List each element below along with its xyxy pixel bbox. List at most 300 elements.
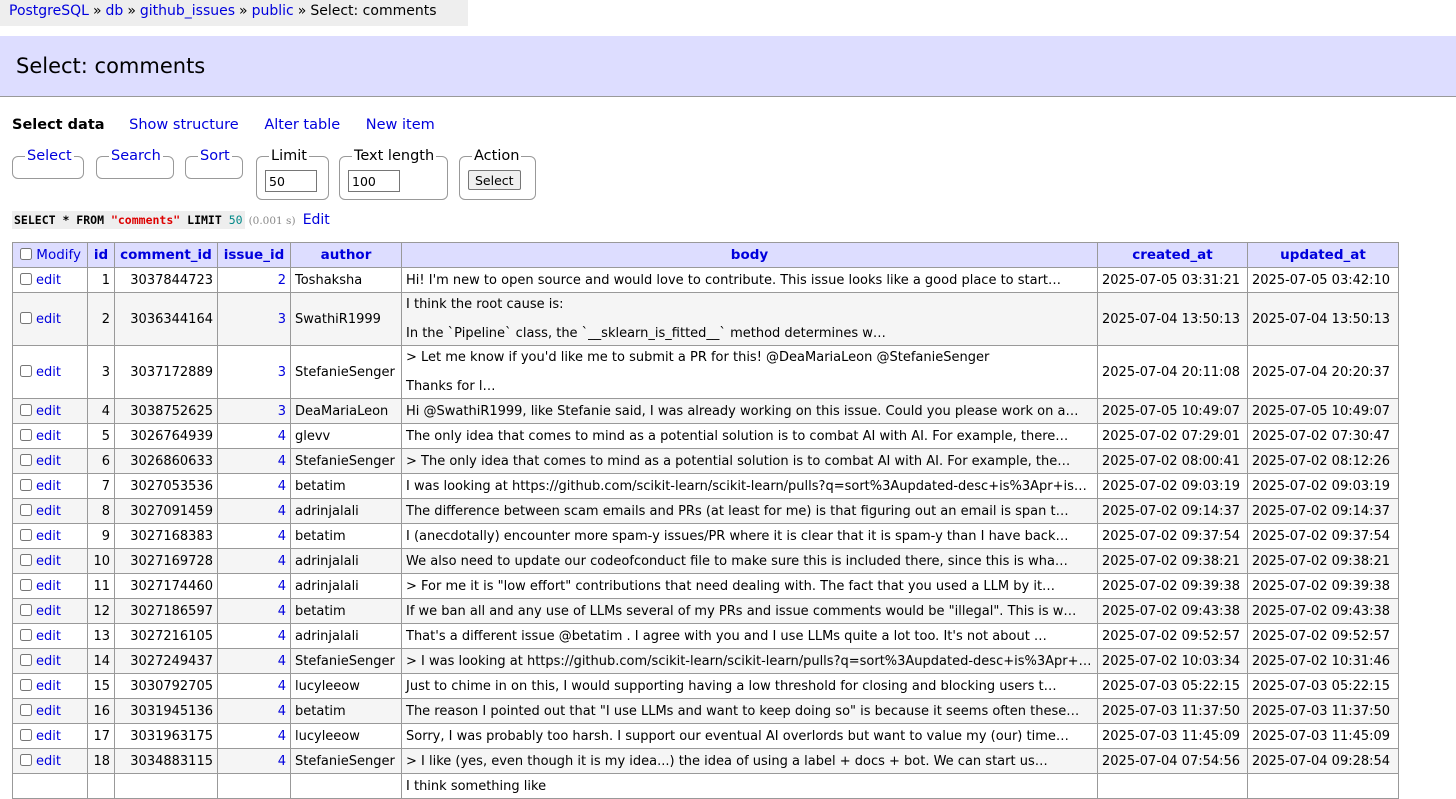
cell-comment-id: 3037844723 bbox=[115, 268, 218, 293]
table-row bbox=[13, 474, 1399, 499]
cell-author: betatim bbox=[291, 699, 402, 724]
cell-updated-at bbox=[1248, 774, 1399, 799]
cell-issue-id bbox=[218, 549, 291, 574]
table-row bbox=[13, 346, 1399, 399]
cell-updated-at: 2025-07-02 10:31:46 bbox=[1248, 649, 1399, 674]
cell-created-at: 2025-07-02 10:03:34 bbox=[1098, 649, 1248, 674]
cell-updated-at: 2025-07-04 20:20:37 bbox=[1248, 346, 1399, 399]
cell-comment-id: 3031945136 bbox=[115, 699, 218, 724]
cell-created-at: 2025-07-05 10:49:07 bbox=[1098, 399, 1248, 424]
cell-author: lucyleeow bbox=[291, 724, 402, 749]
row-edit-link[interactable]: edit bbox=[36, 753, 61, 769]
table-row bbox=[13, 724, 1399, 749]
row-checkbox[interactable] bbox=[20, 479, 32, 491]
row-edit-link[interactable]: edit bbox=[36, 364, 61, 380]
issue-id-link[interactable]: 4 bbox=[277, 503, 286, 519]
row-edit-link[interactable]: edit bbox=[36, 528, 61, 544]
cell-body bbox=[402, 774, 1098, 799]
body-text: I was looking at https://github.com/scikit-learn/scikit-learn/pulls?q=sort%3Aupdated-desc+is%3Apr+is… bbox=[406, 478, 1087, 494]
cell-updated-at: 2025-07-02 09:39:38 bbox=[1248, 574, 1399, 599]
cell-created-at: 2025-07-02 09:39:38 bbox=[1098, 574, 1248, 599]
cell-created-at: 2025-07-02 07:29:01 bbox=[1098, 424, 1248, 449]
body-text: > I like (yes, even though it is my idea...) the idea of using a label + docs + bot. We can start us… bbox=[406, 753, 1048, 769]
sort-toggle-link[interactable]: Sort bbox=[200, 148, 230, 164]
row-checkbox[interactable] bbox=[20, 629, 32, 641]
issue-id-link[interactable]: 4 bbox=[277, 603, 286, 619]
cell-updated-at: 2025-07-04 09:28:54 bbox=[1248, 749, 1399, 774]
cell-body bbox=[402, 474, 1098, 499]
row-modify-cell bbox=[13, 524, 88, 549]
issue-id-link[interactable]: 4 bbox=[277, 578, 286, 594]
page-header bbox=[0, 36, 1456, 97]
issue-id-link[interactable]: 4 bbox=[277, 728, 286, 744]
row-edit-link[interactable]: edit bbox=[36, 628, 61, 644]
body-text-line2: Thanks for l… bbox=[406, 379, 496, 394]
row-modify-cell bbox=[13, 749, 88, 774]
breadcrumb-link-github-issues[interactable]: github_issues bbox=[139, 3, 236, 19]
cell-author: adrinjalali bbox=[291, 574, 402, 599]
row-checkbox[interactable] bbox=[20, 704, 32, 716]
breadcrumb-current: Select: comments bbox=[310, 3, 437, 19]
text-length-legend: Text length bbox=[354, 148, 435, 164]
cell-id bbox=[88, 774, 115, 799]
cell-comment-id: 3027053536 bbox=[115, 474, 218, 499]
breadcrumb-separator: » bbox=[239, 3, 248, 19]
cell-updated-at: 2025-07-02 09:52:57 bbox=[1248, 624, 1399, 649]
row-edit-link[interactable]: edit bbox=[36, 678, 61, 694]
cell-created-at: 2025-07-02 09:37:54 bbox=[1098, 524, 1248, 549]
row-edit-link[interactable]: edit bbox=[36, 578, 61, 594]
issue-id-link[interactable]: 2 bbox=[277, 272, 286, 288]
row-modify-cell bbox=[13, 399, 88, 424]
cell-id: 16 bbox=[88, 699, 115, 724]
cell-updated-at: 2025-07-03 11:37:50 bbox=[1248, 699, 1399, 724]
cell-comment-id: 3027174460 bbox=[115, 574, 218, 599]
limit-input[interactable] bbox=[265, 170, 317, 192]
cell-created-at bbox=[1098, 774, 1248, 799]
page-title: Select: comments bbox=[16, 54, 206, 78]
text-length-input[interactable] bbox=[348, 170, 400, 192]
cell-comment-id: 3031963175 bbox=[115, 724, 218, 749]
cell-id: 3 bbox=[88, 346, 115, 399]
body-text: Just to chime in on this, I would supporting having a low threshold for closing and blocking users t… bbox=[406, 678, 1057, 694]
cell-body bbox=[402, 524, 1098, 549]
row-edit-link[interactable]: edit bbox=[36, 603, 61, 619]
header-created-at[interactable]: created_at bbox=[1098, 243, 1248, 268]
row-checkbox[interactable] bbox=[20, 404, 32, 416]
cell-issue-id bbox=[218, 293, 291, 346]
breadcrumb-link-public[interactable]: public bbox=[251, 3, 294, 19]
header-body[interactable]: body bbox=[402, 243, 1098, 268]
body-text: Sorry, I was probably too harsh. I support our eventual AI overlords but want to value my (our) time… bbox=[406, 728, 1069, 744]
cell-issue-id bbox=[218, 399, 291, 424]
cell-author: betatim bbox=[291, 524, 402, 549]
breadcrumb-separator: » bbox=[127, 3, 136, 19]
cell-id: 11 bbox=[88, 574, 115, 599]
body-text: Hi! I'm new to open source and would love to contribute. This issue looks like a good place to start… bbox=[406, 272, 1062, 288]
results-table bbox=[12, 242, 1399, 799]
cell-id: 6 bbox=[88, 449, 115, 474]
cell-created-at: 2025-07-04 20:11:08 bbox=[1098, 346, 1248, 399]
cell-issue-id bbox=[218, 474, 291, 499]
body-text: We also need to update our codeofconduct file to make sure this is included there, since this is wha… bbox=[406, 553, 1068, 569]
breadcrumb-link-postgresql[interactable]: PostgreSQL bbox=[9, 3, 89, 19]
table-row bbox=[13, 499, 1399, 524]
cell-id: 1 bbox=[88, 268, 115, 293]
issue-id-link[interactable]: 4 bbox=[277, 553, 286, 569]
body-text: > The only idea that comes to mind as a potential solution is to combat AI with AI. For example, the… bbox=[406, 453, 1071, 469]
cell-updated-at: 2025-07-03 05:22:15 bbox=[1248, 674, 1399, 699]
cell-author: adrinjalali bbox=[291, 499, 402, 524]
cell-created-at: 2025-07-04 13:50:13 bbox=[1098, 293, 1248, 346]
row-checkbox[interactable] bbox=[20, 554, 32, 566]
cell-issue-id bbox=[218, 749, 291, 774]
cell-id: 4 bbox=[88, 399, 115, 424]
cell-body bbox=[402, 499, 1098, 524]
header-comment-id[interactable]: comment_id bbox=[115, 243, 218, 268]
sql-limit-value: 50 bbox=[228, 213, 243, 227]
cell-comment-id: 3026764939 bbox=[115, 424, 218, 449]
text-length-fieldset bbox=[339, 148, 448, 200]
cell-author bbox=[291, 774, 402, 799]
cell-created-at: 2025-07-04 07:54:56 bbox=[1098, 749, 1248, 774]
row-modify-cell bbox=[13, 699, 88, 724]
select-toggle-link[interactable]: Select bbox=[27, 148, 72, 164]
cell-issue-id bbox=[218, 674, 291, 699]
cell-body bbox=[402, 674, 1098, 699]
issue-id-link[interactable]: 4 bbox=[277, 703, 286, 719]
cell-created-at: 2025-07-02 09:38:21 bbox=[1098, 549, 1248, 574]
row-edit-link[interactable]: edit bbox=[36, 728, 61, 744]
table-body bbox=[13, 268, 1399, 799]
table-row bbox=[13, 293, 1399, 346]
search-fieldset bbox=[96, 148, 174, 179]
issue-id-link[interactable]: 4 bbox=[277, 653, 286, 669]
cell-body bbox=[402, 399, 1098, 424]
table-row bbox=[13, 424, 1399, 449]
cell-body bbox=[402, 599, 1098, 624]
cell-id: 18 bbox=[88, 749, 115, 774]
cell-comment-id: 3027091459 bbox=[115, 499, 218, 524]
body-text: The difference between scam emails and PRs (at least for me) is that figuring out an email is span t… bbox=[406, 503, 1069, 519]
cell-issue-id bbox=[218, 424, 291, 449]
header-id[interactable]: id bbox=[88, 243, 115, 268]
cell-issue-id bbox=[218, 724, 291, 749]
cell-body bbox=[402, 724, 1098, 749]
cell-issue-id bbox=[218, 599, 291, 624]
cell-created-at: 2025-07-02 09:03:19 bbox=[1098, 474, 1248, 499]
cell-updated-at: 2025-07-03 11:45:09 bbox=[1248, 724, 1399, 749]
cell-created-at: 2025-07-03 05:22:15 bbox=[1098, 674, 1248, 699]
select-all-checkbox[interactable] bbox=[20, 248, 32, 260]
row-checkbox[interactable] bbox=[20, 579, 32, 591]
row-checkbox[interactable] bbox=[20, 754, 32, 766]
edit-query-link[interactable]: Edit bbox=[302, 212, 330, 228]
cell-created-at: 2025-07-02 09:43:38 bbox=[1098, 599, 1248, 624]
table-row bbox=[13, 399, 1399, 424]
issue-id-link[interactable]: 4 bbox=[277, 528, 286, 544]
row-modify-cell bbox=[13, 649, 88, 674]
cell-comment-id bbox=[115, 774, 218, 799]
row-edit-link[interactable]: edit bbox=[36, 311, 61, 327]
sql-keyword-select: SELECT * FROM bbox=[14, 213, 105, 227]
show-structure-link[interactable]: Show structure bbox=[129, 117, 239, 133]
cell-id: 2 bbox=[88, 293, 115, 346]
body-text: If we ban all and any use of LLMs several of my PRs and issue comments would be "illegal". This is w… bbox=[406, 603, 1077, 619]
cell-comment-id: 3027168383 bbox=[115, 524, 218, 549]
table-row bbox=[13, 268, 1399, 293]
table-row bbox=[13, 774, 1399, 799]
table-row bbox=[13, 624, 1399, 649]
row-modify-cell bbox=[13, 474, 88, 499]
cell-issue-id bbox=[218, 624, 291, 649]
sql-table-name: "comments" bbox=[110, 213, 181, 227]
body-text: That's a different issue @betatim . I agree with you and I use LLMs quite a lot too. It's not about … bbox=[406, 628, 1047, 644]
cell-author: StefanieSenger bbox=[291, 449, 402, 474]
cell-comment-id: 3027216105 bbox=[115, 624, 218, 649]
cell-created-at: 2025-07-03 11:45:09 bbox=[1098, 724, 1248, 749]
cell-updated-at: 2025-07-05 03:42:10 bbox=[1248, 268, 1399, 293]
row-checkbox[interactable] bbox=[20, 454, 32, 466]
cell-updated-at: 2025-07-05 10:49:07 bbox=[1248, 399, 1399, 424]
cell-author: Toshaksha bbox=[291, 268, 402, 293]
row-modify-cell bbox=[13, 674, 88, 699]
cell-author: SwathiR1999 bbox=[291, 293, 402, 346]
cell-author: adrinjalali bbox=[291, 549, 402, 574]
action-legend: Action bbox=[474, 148, 520, 164]
body-text: I think something like bbox=[406, 778, 547, 794]
table-row bbox=[13, 449, 1399, 474]
cell-id: 5 bbox=[88, 424, 115, 449]
cell-body bbox=[402, 649, 1098, 674]
header-issue-id[interactable]: issue_id bbox=[218, 243, 291, 268]
row-checkbox[interactable] bbox=[20, 429, 32, 441]
body-text: Hi @SwathiR1999, like Stefanie said, I was already working on this issue. Could you please work on a… bbox=[406, 403, 1079, 419]
cell-created-at: 2025-07-03 11:37:50 bbox=[1098, 699, 1248, 724]
cell-issue-id bbox=[218, 774, 291, 799]
cell-comment-id: 3034883115 bbox=[115, 749, 218, 774]
row-edit-link[interactable]: edit bbox=[36, 403, 61, 419]
cell-comment-id: 3037172889 bbox=[115, 346, 218, 399]
cell-id: 8 bbox=[88, 499, 115, 524]
cell-issue-id bbox=[218, 574, 291, 599]
issue-id-link[interactable]: 3 bbox=[277, 364, 286, 380]
cell-id: 12 bbox=[88, 599, 115, 624]
cell-comment-id: 3027249437 bbox=[115, 649, 218, 674]
issue-id-link[interactable]: 4 bbox=[277, 678, 286, 694]
body-text: The reason I pointed out that "I use LLMs and want to keep doing so" is because it seems often these… bbox=[406, 703, 1080, 719]
body-text-line2: In the `Pipeline` class, the `__sklearn_is_fitted__` method determines w… bbox=[406, 326, 886, 341]
select-legend[interactable] bbox=[25, 148, 74, 164]
table-row bbox=[13, 599, 1399, 624]
cell-author: StefanieSenger bbox=[291, 346, 402, 399]
issue-id-link[interactable]: 3 bbox=[277, 311, 286, 327]
cell-comment-id: 3036344164 bbox=[115, 293, 218, 346]
row-edit-link[interactable]: edit bbox=[36, 653, 61, 669]
table-header-row bbox=[13, 243, 1399, 268]
row-checkbox[interactable] bbox=[20, 312, 32, 324]
row-edit-link[interactable]: edit bbox=[36, 553, 61, 569]
row-checkbox[interactable] bbox=[20, 529, 32, 541]
breadcrumb bbox=[0, 0, 468, 26]
action-fieldset bbox=[459, 148, 536, 200]
cell-updated-at: 2025-07-02 07:30:47 bbox=[1248, 424, 1399, 449]
table-row bbox=[13, 699, 1399, 724]
cell-body bbox=[402, 293, 1098, 346]
cell-author: betatim bbox=[291, 474, 402, 499]
alter-table-link[interactable]: Alter table bbox=[264, 117, 341, 133]
issue-id-link[interactable]: 4 bbox=[277, 428, 286, 444]
header-updated-at[interactable]: updated_at bbox=[1248, 243, 1399, 268]
cell-updated-at: 2025-07-02 09:43:38 bbox=[1248, 599, 1399, 624]
sort-fieldset bbox=[185, 148, 243, 179]
table-row bbox=[13, 749, 1399, 774]
breadcrumb-separator: » bbox=[92, 3, 102, 19]
row-edit-link[interactable]: edit bbox=[36, 478, 61, 494]
sql-query bbox=[12, 211, 245, 229]
row-modify-cell bbox=[13, 624, 88, 649]
table-row bbox=[13, 574, 1399, 599]
cell-comment-id: 3027169728 bbox=[115, 549, 218, 574]
cell-body bbox=[402, 449, 1098, 474]
cell-author: DeaMariaLeon bbox=[291, 399, 402, 424]
row-checkbox[interactable] bbox=[20, 604, 32, 616]
row-edit-link[interactable]: edit bbox=[36, 428, 61, 444]
cell-id: 14 bbox=[88, 649, 115, 674]
cell-body bbox=[402, 624, 1098, 649]
row-modify-cell bbox=[13, 424, 88, 449]
body-text: > I was looking at https://github.com/scikit-learn/scikit-learn/pulls?q=sort%3Aupdated-desc+is%3Apr+… bbox=[406, 653, 1092, 669]
body-text: The only idea that comes to mind as a potential solution is to combat AI with AI. For example, there… bbox=[406, 428, 1069, 444]
sql-query-line bbox=[12, 212, 330, 228]
cell-updated-at: 2025-07-02 09:14:37 bbox=[1248, 499, 1399, 524]
row-checkbox[interactable] bbox=[20, 654, 32, 666]
cell-author: adrinjalali bbox=[291, 624, 402, 649]
cell-body bbox=[402, 346, 1098, 399]
cell-issue-id bbox=[218, 346, 291, 399]
cell-author: betatim bbox=[291, 599, 402, 624]
cell-created-at: 2025-07-05 03:31:21 bbox=[1098, 268, 1248, 293]
cell-issue-id bbox=[218, 524, 291, 549]
row-modify-cell bbox=[13, 724, 88, 749]
select-fieldset bbox=[12, 148, 84, 179]
cell-created-at: 2025-07-02 09:52:57 bbox=[1098, 624, 1248, 649]
cell-body bbox=[402, 699, 1098, 724]
search-toggle-link[interactable]: Search bbox=[111, 148, 161, 164]
cell-id: 9 bbox=[88, 524, 115, 549]
cell-body bbox=[402, 749, 1098, 774]
cell-issue-id bbox=[218, 499, 291, 524]
issue-id-link[interactable]: 3 bbox=[277, 403, 286, 419]
cell-updated-at: 2025-07-02 09:38:21 bbox=[1248, 549, 1399, 574]
cell-issue-id bbox=[218, 699, 291, 724]
cell-issue-id bbox=[218, 449, 291, 474]
row-checkbox[interactable] bbox=[20, 729, 32, 741]
row-modify-cell bbox=[13, 774, 88, 799]
issue-id-link[interactable]: 4 bbox=[277, 753, 286, 769]
select-data-link-current: Select data bbox=[12, 117, 105, 133]
cell-comment-id: 3030792705 bbox=[115, 674, 218, 699]
row-modify-cell bbox=[13, 574, 88, 599]
cell-author: glevv bbox=[291, 424, 402, 449]
row-checkbox[interactable] bbox=[20, 273, 32, 285]
cell-id: 7 bbox=[88, 474, 115, 499]
new-item-link[interactable]: New item bbox=[365, 117, 435, 133]
cell-issue-id bbox=[218, 268, 291, 293]
row-modify-cell bbox=[13, 499, 88, 524]
row-checkbox[interactable] bbox=[20, 365, 32, 377]
cell-created-at: 2025-07-02 09:14:37 bbox=[1098, 499, 1248, 524]
cell-body bbox=[402, 268, 1098, 293]
cell-body bbox=[402, 424, 1098, 449]
table-row bbox=[13, 674, 1399, 699]
table-row bbox=[13, 549, 1399, 574]
cell-body bbox=[402, 574, 1098, 599]
cell-id: 10 bbox=[88, 549, 115, 574]
cell-issue-id bbox=[218, 649, 291, 674]
modify-label: Modify bbox=[36, 247, 82, 263]
body-text: I think the root cause is: bbox=[406, 297, 564, 312]
header-modify bbox=[13, 243, 88, 268]
row-edit-link[interactable]: edit bbox=[36, 453, 61, 469]
cell-id: 15 bbox=[88, 674, 115, 699]
cell-updated-at: 2025-07-02 08:12:26 bbox=[1248, 449, 1399, 474]
select-submit-button[interactable]: Select bbox=[468, 170, 521, 190]
row-modify-cell bbox=[13, 549, 88, 574]
body-text: > Let me know if you'd like me to submit a PR for this! @DeaMariaLeon @StefanieSenger bbox=[406, 350, 990, 365]
cell-created-at: 2025-07-02 08:00:41 bbox=[1098, 449, 1248, 474]
action-links bbox=[12, 117, 456, 133]
table-row bbox=[13, 649, 1399, 674]
cell-updated-at: 2025-07-04 13:50:13 bbox=[1248, 293, 1399, 346]
issue-id-link[interactable]: 4 bbox=[277, 628, 286, 644]
issue-id-link[interactable]: 4 bbox=[277, 478, 286, 494]
cell-comment-id: 3027186597 bbox=[115, 599, 218, 624]
body-text: > For me it is "low effort" contributions that need dealing with. The fact that you used a LLM by it… bbox=[406, 578, 1056, 594]
row-checkbox[interactable] bbox=[20, 679, 32, 691]
cell-id: 13 bbox=[88, 624, 115, 649]
cell-id: 17 bbox=[88, 724, 115, 749]
row-edit-link[interactable]: edit bbox=[36, 703, 61, 719]
cell-author: StefanieSenger bbox=[291, 749, 402, 774]
cell-updated-at: 2025-07-02 09:03:19 bbox=[1248, 474, 1399, 499]
limit-legend: Limit bbox=[271, 148, 307, 164]
cell-updated-at: 2025-07-02 09:37:54 bbox=[1248, 524, 1399, 549]
row-modify-cell bbox=[13, 293, 88, 346]
breadcrumb-separator: » bbox=[297, 3, 307, 19]
breadcrumb-link-db[interactable]: db bbox=[105, 3, 124, 19]
sort-legend[interactable] bbox=[198, 148, 232, 164]
row-edit-link[interactable]: edit bbox=[36, 272, 61, 288]
cell-author: lucyleeow bbox=[291, 674, 402, 699]
row-checkbox[interactable] bbox=[20, 504, 32, 516]
sql-keyword-limit: LIMIT bbox=[187, 213, 222, 227]
row-modify-cell bbox=[13, 449, 88, 474]
cell-author: StefanieSenger bbox=[291, 649, 402, 674]
issue-id-link[interactable]: 4 bbox=[277, 453, 286, 469]
row-modify-cell bbox=[13, 599, 88, 624]
row-edit-link[interactable]: edit bbox=[36, 503, 61, 519]
body-text: I (anecdotally) encounter more spam-y issues/PR where it is clear that it is spam-y than I have back… bbox=[406, 528, 1069, 544]
header-author[interactable]: author bbox=[291, 243, 402, 268]
cell-comment-id: 3026860633 bbox=[115, 449, 218, 474]
row-modify-cell bbox=[13, 268, 88, 293]
cell-comment-id: 3038752625 bbox=[115, 399, 218, 424]
search-legend[interactable] bbox=[109, 148, 163, 164]
limit-fieldset bbox=[256, 148, 329, 200]
cell-body bbox=[402, 549, 1098, 574]
table-row bbox=[13, 524, 1399, 549]
